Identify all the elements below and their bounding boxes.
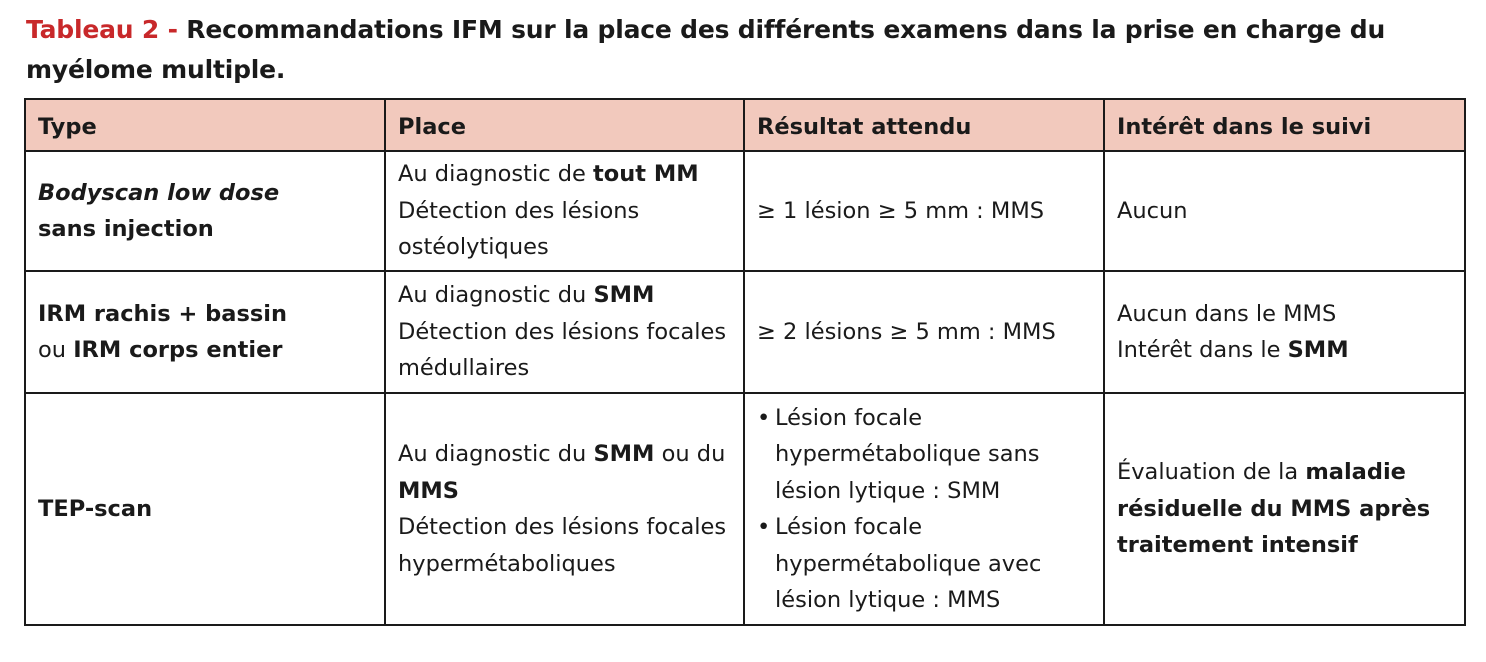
place-line1: [398, 277, 733, 314]
place-line2: Détection des lésions focales médullaires: [398, 318, 727, 382]
table-row: [25, 151, 1465, 271]
header-interest: Intérêt dans le suivi: [1104, 99, 1465, 151]
type-line1: Bodyscan low dose: [38, 179, 280, 206]
interest-text: Évaluation de la: [1117, 459, 1306, 486]
place-bold: SMM: [593, 441, 655, 467]
table-caption-text: Recommandations IFM sur la place des différents examens dans la prise en charge du myélome multiple.: [26, 15, 1386, 84]
cell-interest: Aucun: [1104, 151, 1465, 271]
cell-place: [385, 393, 744, 625]
place-text: Au diagnostic du: [398, 441, 594, 467]
header-result: Résultat attendu: [744, 99, 1104, 151]
place-line2: Détection des lésions ostéolytiques: [398, 197, 640, 261]
place-bold-2: MMS: [398, 477, 459, 504]
place-bold: SMM: [593, 282, 655, 309]
cell-result: ≥ 1 lésion ≥ 5 mm : MMS: [744, 151, 1104, 271]
interest-text: Intérêt dans le: [1117, 337, 1288, 363]
type-line2: [38, 332, 374, 369]
cell-interest: [1104, 393, 1465, 625]
type-bold: IRM corps entier: [73, 337, 283, 363]
table-header-row: [25, 99, 1465, 151]
place-line2: Détection des lésions focales hypermétaboliques: [398, 514, 727, 577]
type-text: ou: [38, 337, 74, 363]
table-row: [25, 393, 1465, 625]
recommendations-table: [24, 98, 1466, 626]
result-bullet-list: [757, 400, 1093, 619]
place-line1: [398, 156, 733, 193]
result-bullet: • Lésion focale hypermétabolique sans lésion lytique : SMM: [757, 400, 1093, 510]
cell-place: [385, 271, 744, 393]
cell-result: [744, 393, 1104, 625]
type-line1: IRM rachis + bassin: [38, 300, 287, 327]
header-type: Type: [25, 99, 385, 151]
interest-line1: Aucun dans le MMS: [1117, 300, 1337, 327]
type-line2: sans injection: [38, 216, 214, 242]
place-text: Au diagnostic du: [398, 282, 594, 309]
interest-line2: [1117, 332, 1454, 369]
table-caption-label: Tableau 2 -: [26, 15, 178, 44]
place-text-mid: ou du: [654, 441, 726, 467]
cell-interest: [1104, 271, 1465, 393]
cell-type: TEP-scan: [25, 393, 385, 625]
result-bullet: • Lésion focale hypermétabolique avec lésion lytique : MMS: [757, 509, 1093, 619]
cell-type: [25, 271, 385, 393]
table-row: [25, 271, 1465, 393]
cell-type: [25, 151, 385, 271]
interest-bold: maladie résiduelle du MMS après traitement intensif: [1117, 459, 1431, 559]
place-bold: tout MM: [593, 161, 699, 188]
cell-place: [385, 151, 744, 271]
interest-bold: SMM: [1287, 337, 1349, 363]
place-text: Au diagnostic de: [398, 161, 594, 188]
table-caption: [26, 10, 1456, 90]
header-place: Place: [385, 99, 744, 151]
place-line1: [398, 436, 733, 509]
cell-result: ≥ 2 lésions ≥ 5 mm : MMS: [744, 271, 1104, 393]
